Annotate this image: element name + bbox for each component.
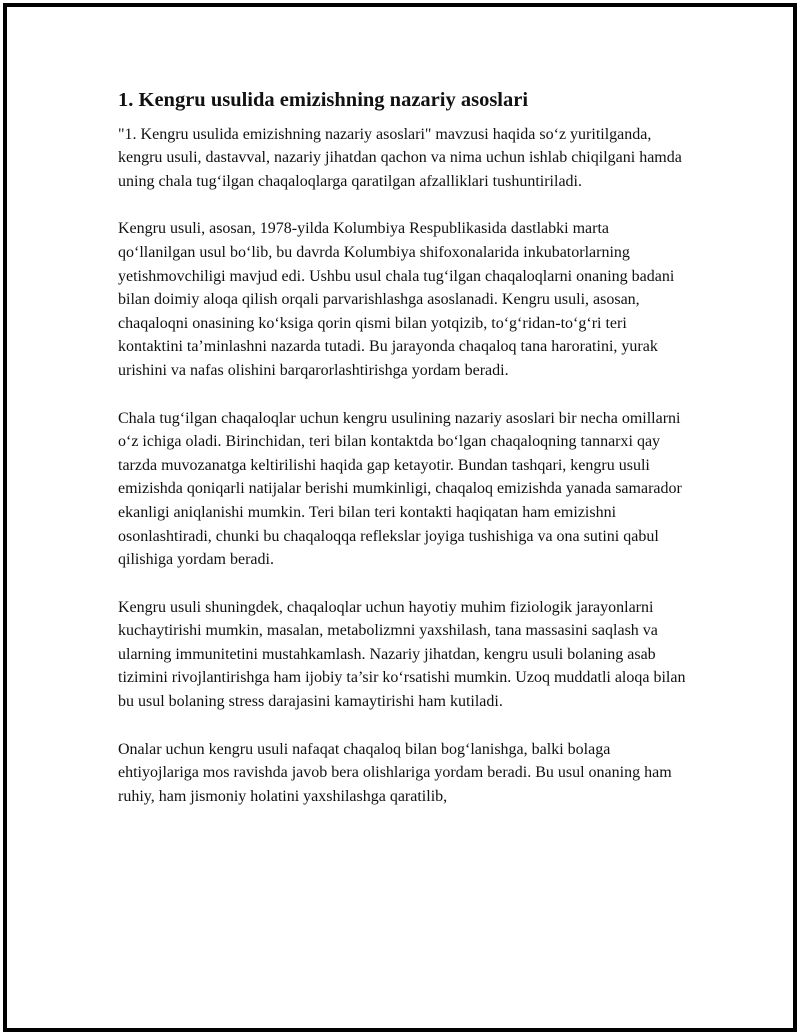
paragraph-1: "1. Kengru usulida emizishning nazariy asoslari" mavzusi haqida so‘z yuritilganda, kengru usuli, dastavval, nazariy jihatdan qachon va nima uchun ishlab chiqilgani hamda uning chala tug‘ilgan chaqaloqlarga qaratilgan afzalliklari tushuntiriladi.: [118, 125, 682, 190]
document-body: [118, 88, 688, 832]
paragraph-3: Chala tug‘ilgan chaqaloqlar uchun kengru usulining nazariy asoslari bir necha omillarni o‘z ichiga oladi. Birinchidan, teri bilan kontaktda bo‘lgan chaqaloqning tannarxi qay tarzda muvozanatga keltirilishi haqida gap ketayotir. Bundan tashqari, kengru usuli emizishda qoniqarli natijalar berishi mumkinligi, chaqaloq emizishda yanada samarador ekanligi aniqlanishi mumkin. Teri bilan teri kontakti haqiqatan ham emizishni osonlashtiradi, chunki bu chaqaloqqa reflekslar joyiga tushishiga va ona sutini qabul qilishiga yordam beradi.: [118, 409, 682, 569]
paragraph-5: Onalar uchun kengru usuli nafaqat chaqaloq bilan bog‘lanishga, balki bolaga ehtiyojlariga mos ravishda javob bera olishlariga yordam beradi. Bu usul onaning ham ruhiy, ham jismoniy holatini yaxshilashga qaratilib,: [118, 740, 672, 805]
paragraph-4: Kengru usuli shuningdek, chaqaloqlar uchun hayotiy muhim fiziologik jarayonlarni kuchaytirishi mumkin, masalan, metabolizmni yaxshilash, tana massasini saqlash va ularning immunitetini mustahkamlash. Nazariy jihatdan, kengru usuli bolaning asab tizimini rivojlantirishga ham ijobiy ta’sir ko‘rsatishi mumkin. Uzoq muddatli aloqa bilan bu usul bolaning stress darajasini kamaytirishi ham kutiladi.: [118, 598, 686, 711]
document-title: 1. Kengru usulida emizishning nazariy asoslari: [118, 89, 529, 111]
paragraph-2: Kengru usuli, asosan, 1978-yilda Kolumbiya Respublikasida dastlabki marta qo‘llanilgan usul bo‘lib, bu davrda Kolumbiya shifoxonalarida inkubatorlarning yetishmovchiligi mavjud edi. Ushbu usul chala tug‘ilgan chaqaloqlarni onaning badani bilan doimiy aloqa qilish orqali parvarishlashga asoslanadi. Kengru usuli, asosan, chaqaloqni onasining ko‘ksiga qorin qismi bilan yotqizib, to‘g‘ridan-to‘g‘ri teri kontaktini ta’minlashni nazarda tutadi. Bu jarayonda chaqaloq tana haroratini, yurak urishini va nafas olishini barqarorlashtirishga yordam beradi.: [118, 220, 675, 379]
